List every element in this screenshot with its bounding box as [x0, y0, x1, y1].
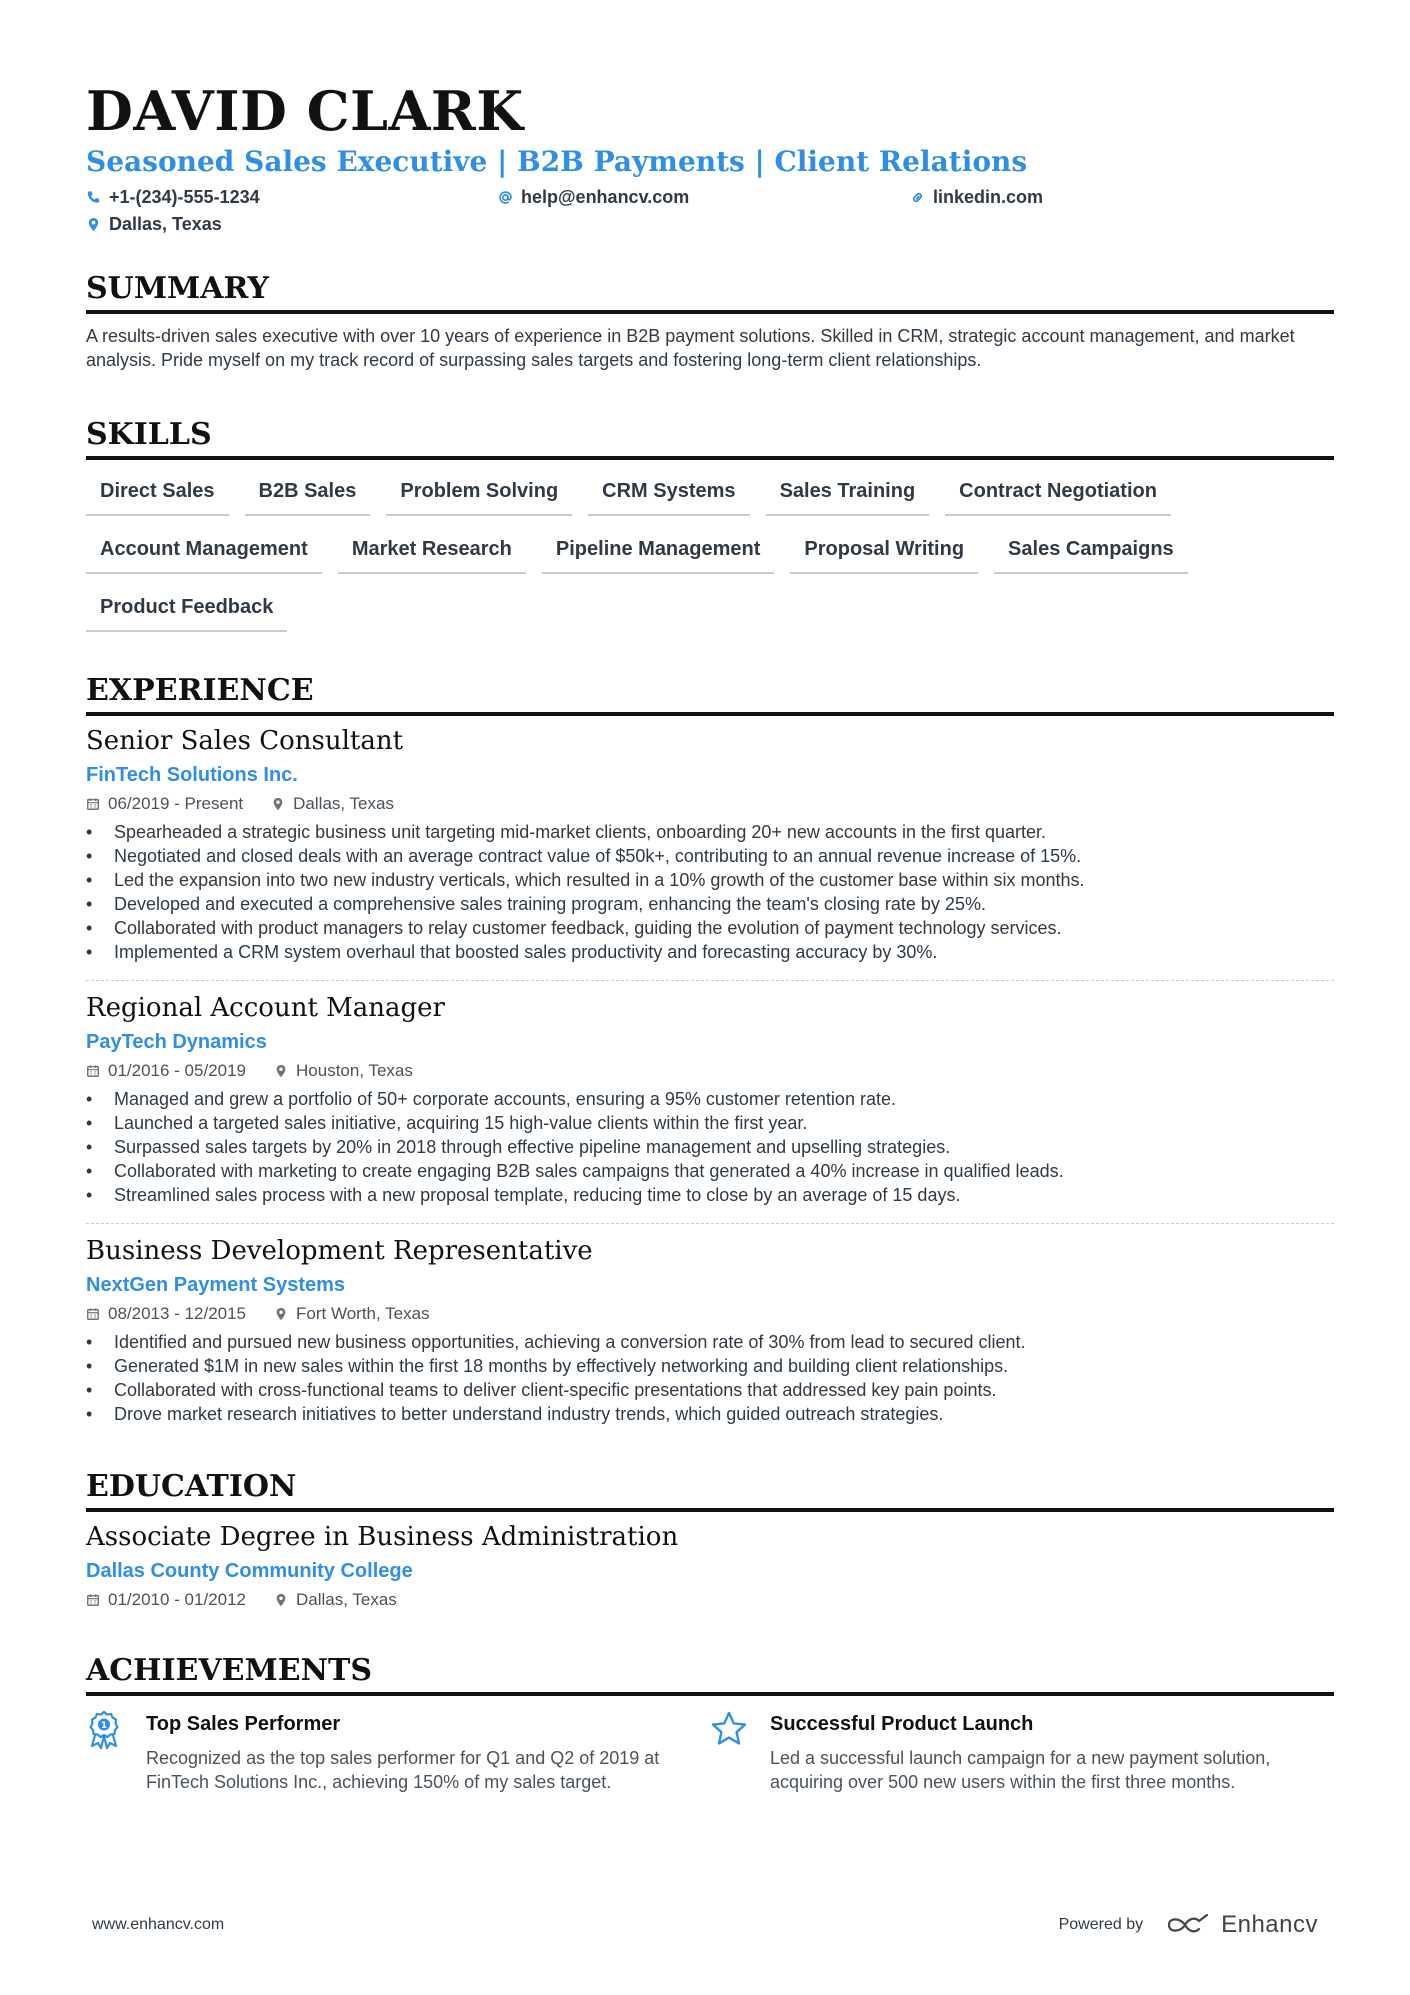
- education-meta: [86, 1588, 1334, 1612]
- job-dates: 06/2019 - Present: [108, 794, 244, 813]
- phone-icon: [86, 190, 101, 205]
- bullet-item: • Drove market research initiatives to better understand industry trends, which guided outreach strategies.: [86, 1402, 1334, 1426]
- contact-location: [86, 211, 222, 237]
- brand-logo[interactable]: [1165, 1911, 1318, 1939]
- job-bullets: [86, 820, 1334, 964]
- skill-tag: CRM Systems: [588, 474, 749, 516]
- bullet-item: • Led the expansion into two new industry verticals, which resulted in a 10% growth of the customer base within six months.: [86, 868, 1334, 892]
- skill-tag: Problem Solving: [386, 474, 572, 516]
- bullet-item: • Collaborated with product managers to relay customer feedback, guiding the evolution of payment technology services.: [86, 916, 1334, 940]
- bullet-item: • Generated $1M in new sales within the first 18 months by effectively networking and building client relationships.: [86, 1354, 1334, 1378]
- star-outline-icon: [710, 1710, 748, 1748]
- company-name: FinTech Solutions Inc.: [86, 764, 298, 786]
- location-pin-icon: [274, 1307, 288, 1321]
- link-icon: [910, 190, 925, 205]
- summary-title: SUMMARY: [86, 270, 1334, 314]
- bullet-item: • Surpassed sales targets by 20% in 2018 through effective pipeline management and upselling strategies.: [86, 1135, 1334, 1159]
- achievements-section: [86, 1652, 1334, 1794]
- school-name: Dallas County Community College: [86, 1560, 413, 1582]
- award-ribbon-icon: [86, 1710, 122, 1750]
- skills-title: SKILLS: [86, 416, 1334, 460]
- skill-tag: Direct Sales: [86, 474, 229, 516]
- calendar-icon: [86, 1307, 100, 1321]
- skill-tag: Market Research: [338, 532, 526, 574]
- bullet-item: • Collaborated with marketing to create engaging B2B sales campaigns that generated a 40% increase in qualified leads.: [86, 1159, 1334, 1183]
- achievement-item: [86, 1710, 710, 1794]
- email-text: help@enhancv.com: [521, 186, 690, 207]
- at-icon: [498, 190, 513, 205]
- achievement-description: Recognized as the top sales performer for Q1 and Q2 of 2019 at FinTech Solutions Inc., achieving 150% of my sales target.: [146, 1748, 660, 1792]
- job-dates: 01/2016 - 05/2019: [108, 1061, 247, 1080]
- resume-page: [86, 80, 1334, 1794]
- brand-name: Enhancv: [1221, 1911, 1318, 1938]
- job-bullets: [86, 1087, 1334, 1207]
- job-location: Houston, Texas: [296, 1061, 413, 1080]
- bullet-item: • Managed and grew a portfolio of 50+ corporate accounts, ensuring a 95% customer retention rate.: [86, 1087, 1334, 1111]
- powered-by: [1059, 1911, 1318, 1939]
- experience-section: [86, 672, 1334, 1434]
- location-pin-icon: [274, 1593, 288, 1607]
- education-dates: 01/2010 - 01/2012: [108, 1590, 247, 1609]
- company-name: NextGen Payment Systems: [86, 1274, 346, 1296]
- svg-text:1: 1: [100, 1721, 108, 1731]
- skill-tag: B2B Sales: [245, 474, 371, 516]
- contact-info: [86, 184, 1334, 238]
- location-pin-icon: [274, 1064, 288, 1078]
- job-title: Senior Sales Consultant: [86, 726, 404, 756]
- bullet-item: • Implemented a CRM system overhaul that boosted sales productivity and forecasting accuracy by 30%.: [86, 940, 1334, 964]
- job-location: Fort Worth, Texas: [296, 1304, 430, 1323]
- bullet-item: • Streamlined sales process with a new proposal template, reducing time to close by an average of 15 days.: [86, 1183, 1334, 1207]
- job-meta: [86, 1302, 1334, 1326]
- achievements-list: [86, 1710, 1334, 1794]
- education-section: [86, 1468, 1334, 1612]
- skill-tag: Sales Training: [766, 474, 930, 516]
- resume-header: [86, 80, 1334, 238]
- experience-title: EXPERIENCE: [86, 672, 1334, 716]
- calendar-icon: [86, 1593, 100, 1607]
- location-pin-icon: [86, 217, 101, 232]
- summary-section: [86, 270, 1334, 372]
- skill-tag: Account Management: [86, 532, 322, 574]
- calendar-icon: [86, 1064, 100, 1078]
- job-title: Regional Account Manager: [86, 993, 445, 1023]
- company-name: PayTech Dynamics: [86, 1031, 267, 1053]
- job-dates: 08/2013 - 12/2015: [108, 1304, 247, 1323]
- job-entry: [86, 724, 1334, 972]
- candidate-name: DAVID CLARK: [86, 79, 524, 143]
- education-location: Dallas, Texas: [296, 1590, 397, 1609]
- contact-website[interactable]: [910, 184, 1043, 210]
- summary-text: A results-driven sales executive with over 10 years of experience in B2B payment solutions. Skilled in CRM, strategic account management, and market analysis. Pride myself on my track record of surpassing sales targets and fostering long-term client relationships.: [86, 326, 1295, 370]
- location-pin-icon: [271, 797, 285, 811]
- job-location: Dallas, Texas: [293, 794, 394, 813]
- skills-list: [86, 474, 1334, 632]
- achievement-description: Led a successful launch campaign for a new payment solution, acquiring over 500 new users within the first three months.: [770, 1748, 1271, 1792]
- job-bullets: [86, 1330, 1334, 1426]
- page-footer: [92, 1910, 1318, 1940]
- achievement-item: [710, 1710, 1334, 1794]
- bullet-item: • Launched a targeted sales initiative, acquiring 15 high-value clients within the first year.: [86, 1111, 1334, 1135]
- skills-section: [86, 416, 1334, 632]
- skill-tag: Product Feedback: [86, 590, 287, 632]
- candidate-headline: Seasoned Sales Executive | B2B Payments | Client Relations: [86, 145, 1028, 178]
- job-title: Business Development Representative: [86, 1236, 593, 1266]
- bullet-item: • Identified and pursued new business opportunities, achieving a conversion rate of 30% from lead to secured client.: [86, 1330, 1334, 1354]
- skill-tag: Proposal Writing: [790, 532, 978, 574]
- job-entry: [86, 1223, 1334, 1434]
- achievement-title: Top Sales Performer: [146, 1713, 341, 1735]
- education-title: EDUCATION: [86, 1468, 1334, 1512]
- location-text: Dallas, Texas: [109, 213, 222, 234]
- website-text: linkedin.com: [933, 186, 1044, 207]
- powered-by-label: Powered by: [1058, 1916, 1144, 1933]
- footer-website[interactable]: www.enhancv.com: [92, 1916, 225, 1933]
- calendar-icon: [86, 797, 100, 811]
- bullet-item: • Spearheaded a strategic business unit targeting mid-market clients, onboarding 20+ new accounts in the first quarter.: [86, 820, 1334, 844]
- bullet-item: • Collaborated with cross-functional teams to deliver client-specific presentations that addressed key pain points.: [86, 1378, 1334, 1402]
- achievement-title: Successful Product Launch: [770, 1713, 1034, 1735]
- contact-phone[interactable]: [86, 184, 260, 210]
- skill-tag: Sales Campaigns: [994, 532, 1188, 574]
- phone-text: +1-(234)-555-1234: [109, 186, 260, 207]
- contact-email[interactable]: [498, 184, 689, 210]
- bullet-item: • Negotiated and closed deals with an average contract value of $50k+, contributing to an annual revenue increase of 15%.: [86, 844, 1334, 868]
- achievements-title: ACHIEVEMENTS: [86, 1652, 1334, 1696]
- skill-tag: Pipeline Management: [542, 532, 775, 574]
- degree-title: Associate Degree in Business Administration: [86, 1522, 679, 1552]
- bullet-item: • Developed and executed a comprehensive sales training program, enhancing the team's closing rate by 25%.: [86, 892, 1334, 916]
- enhancv-logo-icon: [1165, 1913, 1211, 1937]
- skill-tag: Contract Negotiation: [945, 474, 1171, 516]
- job-meta: [86, 792, 1334, 816]
- job-meta: [86, 1059, 1334, 1083]
- job-entry: [86, 980, 1334, 1215]
